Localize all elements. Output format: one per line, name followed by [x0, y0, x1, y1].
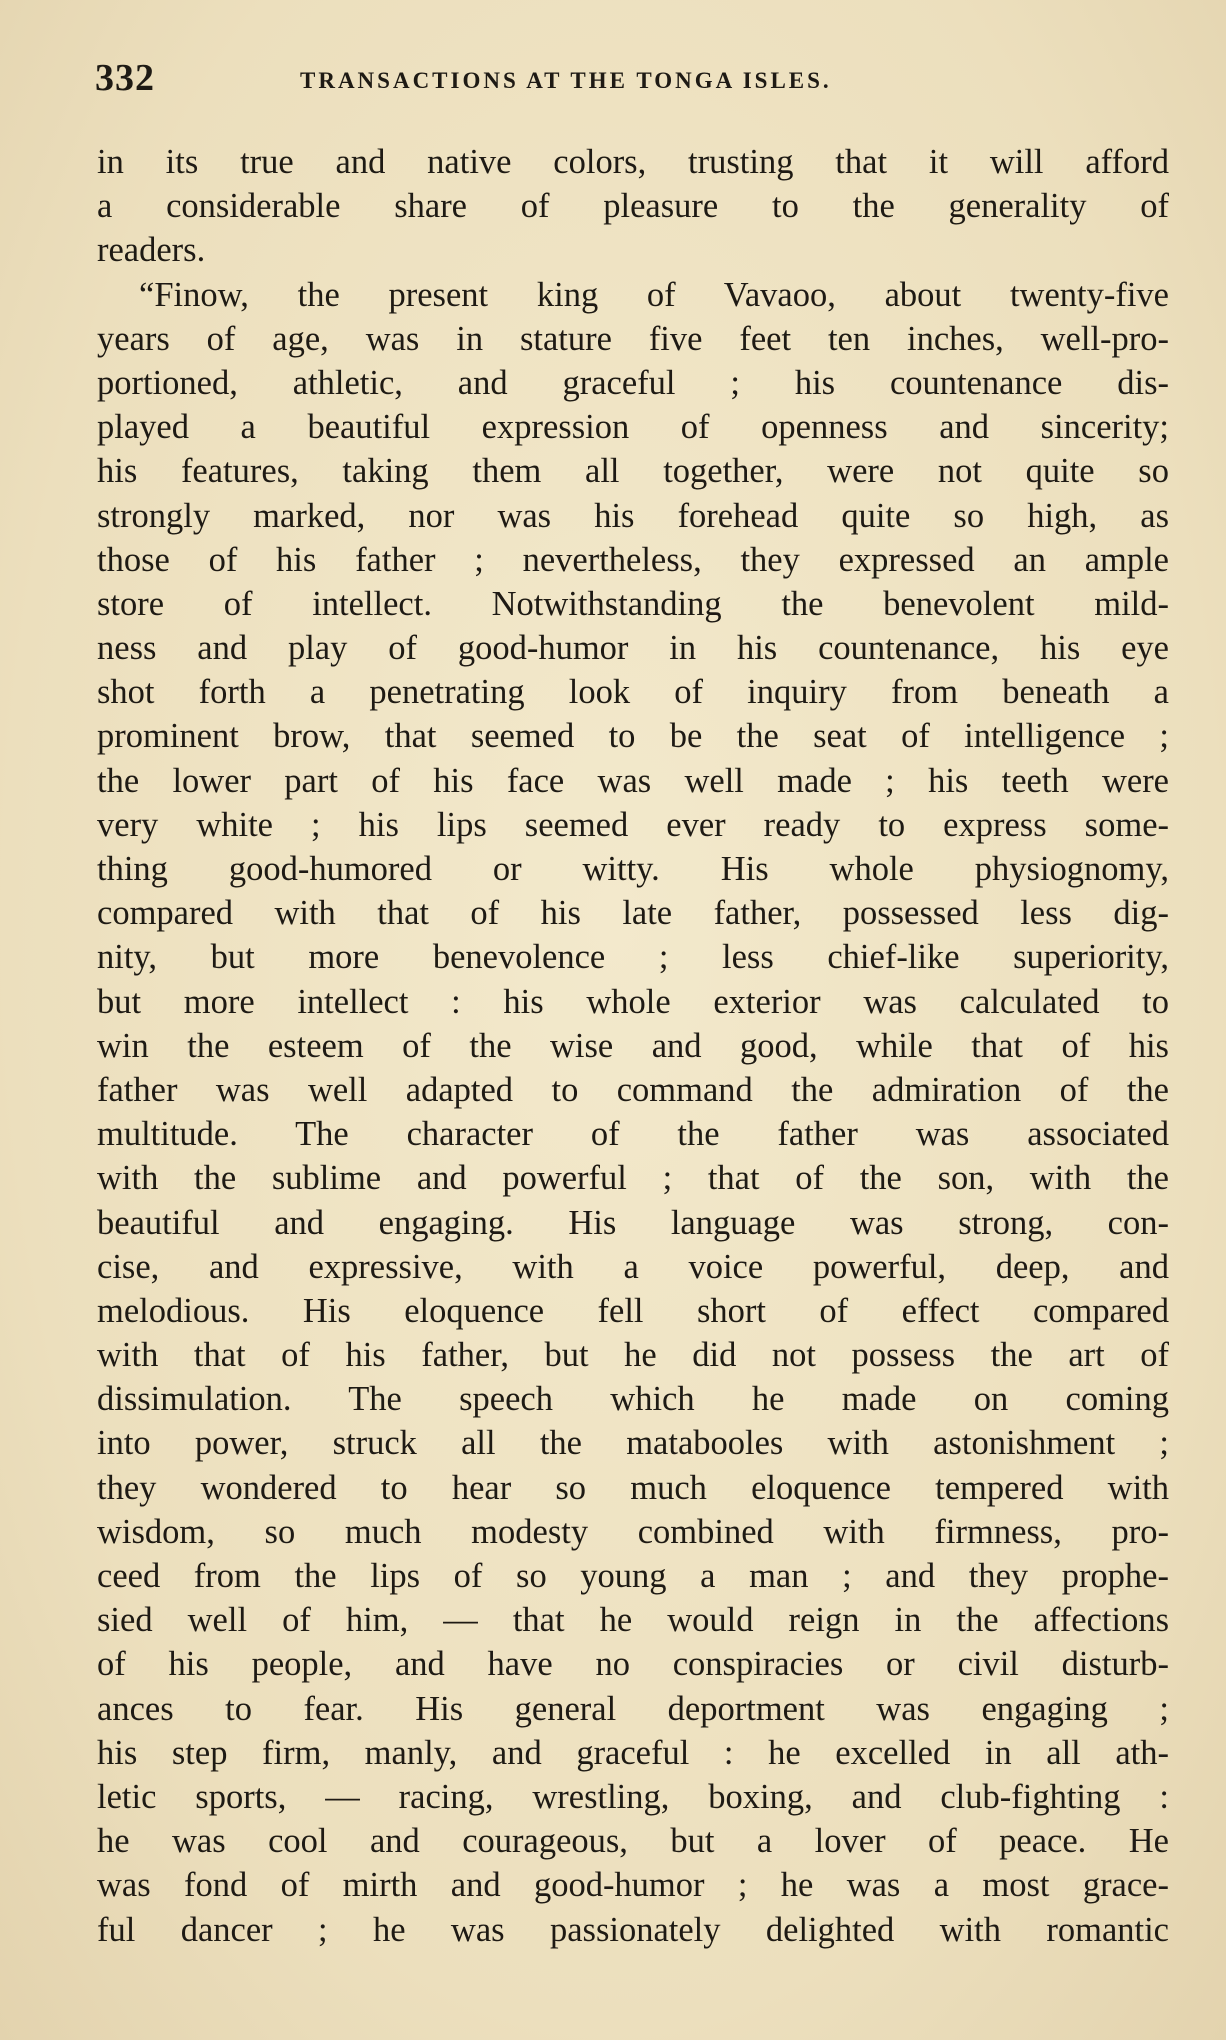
text-line: father was well adapted to command the admiration of the [97, 1070, 1169, 1109]
text-line: win the esteem of the wise and good, while that of his [97, 1026, 1169, 1065]
text-line: sied well of him, — that he would reign in the affections [97, 1601, 1169, 1640]
text-line: of his people, and have no conspiracies or civil disturb- [97, 1645, 1169, 1684]
text-line: thing good-humored or witty. His whole physiognomy, [97, 850, 1169, 888]
body-text [97, 140, 1169, 1952]
page-number: 332 [95, 57, 155, 99]
text-line: the lower part of his face was well made ; his teeth were [97, 761, 1169, 800]
running-head: TRANSACTIONS AT THE TONGA ISLES. [300, 68, 832, 93]
text-line: in its true and native colors, trusting that it will afford [97, 143, 1169, 181]
text-line: nity, but more benevolence ; less chief-like superiority, [97, 938, 1169, 977]
text-line: cise, and expressive, with a voice powerful, deep, and [97, 1247, 1169, 1286]
text-line: but more intellect : his whole exterior was calculated to [97, 982, 1169, 1021]
text-line: readers. [97, 231, 206, 270]
text-line: into power, struck all the matabooles with astonishment ; [97, 1424, 1169, 1463]
text-line: was fond of mirth and good-humor ; he was a most grace- [97, 1866, 1169, 1905]
text-line: ness and play of good-humor in his countenance, his eye [97, 629, 1169, 668]
text-line: ances to fear. His general deportment was engaging ; [97, 1689, 1169, 1728]
text-line: wisdom, so much modesty combined with firmness, pro- [97, 1512, 1169, 1551]
text-line: played a beautiful expression of openness and sincerity; [97, 408, 1169, 447]
text-line: melodious. His eloquence fell short of effect compared [97, 1291, 1169, 1330]
text-line: they wondered to hear so much eloquence tempered with [97, 1468, 1169, 1507]
text-line: “Finow, the present king of Vavaoo, about twenty-five [139, 275, 1169, 314]
text-line: very white ; his lips seemed ever ready to express some- [97, 805, 1169, 844]
text-line: with that of his father, but he did not possess the art of [97, 1336, 1169, 1375]
text-line: beautiful and engaging. His language was strong, con- [97, 1203, 1169, 1242]
text-line: strongly marked, nor was his forehead quite so high, as [97, 496, 1169, 535]
text-line: compared with that of his late father, possessed less dig- [97, 894, 1169, 933]
text-line: a considerable share of pleasure to the generality of [97, 187, 1169, 226]
text-line: dissimulation. The speech which he made on coming [97, 1380, 1169, 1419]
text-line: portioned, athletic, and graceful ; his countenance dis- [97, 363, 1169, 402]
text-line: prominent brow, that seemed to be the seat of intelligence ; [97, 717, 1169, 756]
text-line: store of intellect. Notwithstanding the benevolent mild- [97, 584, 1169, 623]
text-line: his features, taking them all together, were not quite so [97, 452, 1169, 491]
text-line: he was cool and courageous, but a lover of peace. He [97, 1822, 1169, 1861]
text-line: those of his father ; nevertheless, they expressed an ample [97, 540, 1169, 579]
text-line: ful dancer ; he was passionately delighted with romantic [97, 1910, 1169, 1949]
text-line: his step firm, manly, and graceful : he excelled in all ath- [97, 1733, 1169, 1772]
text-line: with the sublime and powerful ; that of the son, with the [97, 1159, 1169, 1198]
text-line: ceed from the lips of so young a man ; and they prophe- [97, 1557, 1169, 1595]
text-line: years of age, was in stature five feet ten inches, well-pro- [97, 319, 1169, 358]
text-line: multitude. The character of the father was associated [97, 1115, 1169, 1154]
page-header [95, 56, 1175, 106]
text-line: shot forth a penetrating look of inquiry from beneath a [97, 673, 1169, 712]
text-line: letic sports, — racing, wrestling, boxing, and club-fighting : [97, 1777, 1169, 1816]
